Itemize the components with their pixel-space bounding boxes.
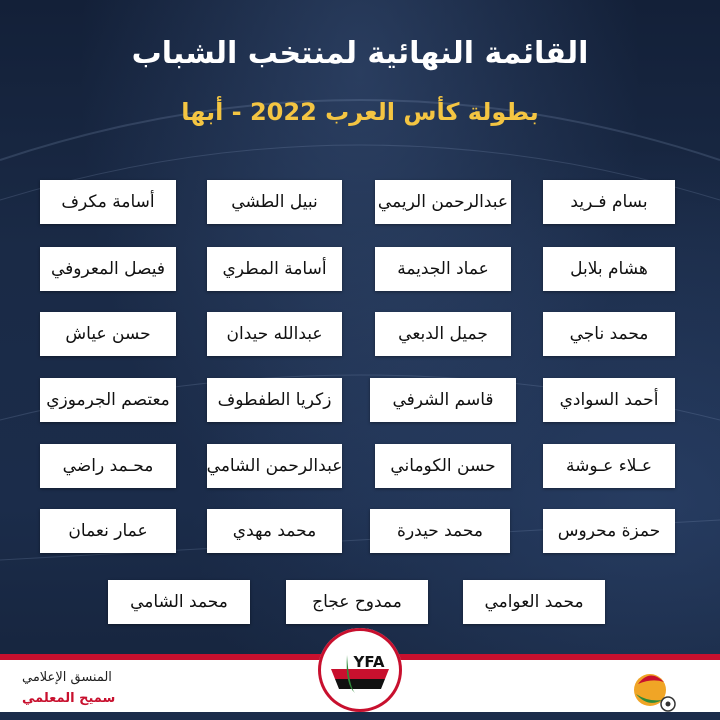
player-card: ممدوح عجاج bbox=[286, 580, 428, 624]
player-card: أسامة المطري bbox=[207, 247, 342, 291]
media-coordinator-name: سميح المعلمي bbox=[22, 691, 116, 706]
player-card: محمد ناجي bbox=[543, 312, 675, 356]
player-card: زكريا الطفطوف bbox=[207, 378, 342, 422]
player-card: محمد العوامي bbox=[463, 580, 605, 624]
player-card: حمزة محروس bbox=[543, 509, 675, 553]
player-card: حسن الكوماني bbox=[375, 444, 511, 488]
yfa-logo-text: YFA bbox=[353, 653, 385, 671]
page-subtitle: بطولة كأس العرب 2022 - أبها bbox=[181, 98, 539, 126]
player-card: نبيل الطشي bbox=[207, 180, 342, 224]
player-card: محـمد راضي bbox=[40, 444, 176, 488]
player-card: عبدالرحمن الشامي bbox=[207, 444, 342, 488]
player-card: عماد الجديمة bbox=[375, 247, 511, 291]
player-card: محمد حيدرة bbox=[370, 509, 510, 553]
player-card: فيصل المعروفي bbox=[40, 247, 176, 291]
player-card: هشام بلابل bbox=[543, 247, 675, 291]
page-title: القائمة النهائية لمنتخب الشباب bbox=[131, 36, 589, 71]
player-card: أسامة مكرف bbox=[40, 180, 176, 224]
player-card: محمد مهدي bbox=[207, 509, 342, 553]
yfa-emblem-icon bbox=[325, 635, 395, 705]
player-card: بسام فـريد bbox=[543, 180, 675, 224]
player-card: عبدالله حيدان bbox=[207, 312, 342, 356]
player-card: محمد الشامي bbox=[108, 580, 250, 624]
player-card: عبدالرحمن الريمي bbox=[375, 180, 511, 224]
tournament-emblem-icon bbox=[628, 664, 678, 714]
tournament-logo bbox=[628, 664, 678, 714]
player-card: أحمد السوادي bbox=[543, 378, 675, 422]
player-card: عـلاء عـوشة bbox=[543, 444, 675, 488]
media-coordinator-label: المنسق الإعلامي bbox=[22, 670, 112, 685]
player-card: جميل الدبعي bbox=[375, 312, 511, 356]
yfa-logo bbox=[318, 628, 402, 712]
player-card: حسن عياش bbox=[40, 312, 176, 356]
player-card: عمار نعمان bbox=[40, 509, 176, 553]
footer-bottom-stripe bbox=[0, 712, 720, 720]
player-card: معتصم الجرموزي bbox=[40, 378, 176, 422]
player-card: قاسم الشرفي bbox=[370, 378, 516, 422]
